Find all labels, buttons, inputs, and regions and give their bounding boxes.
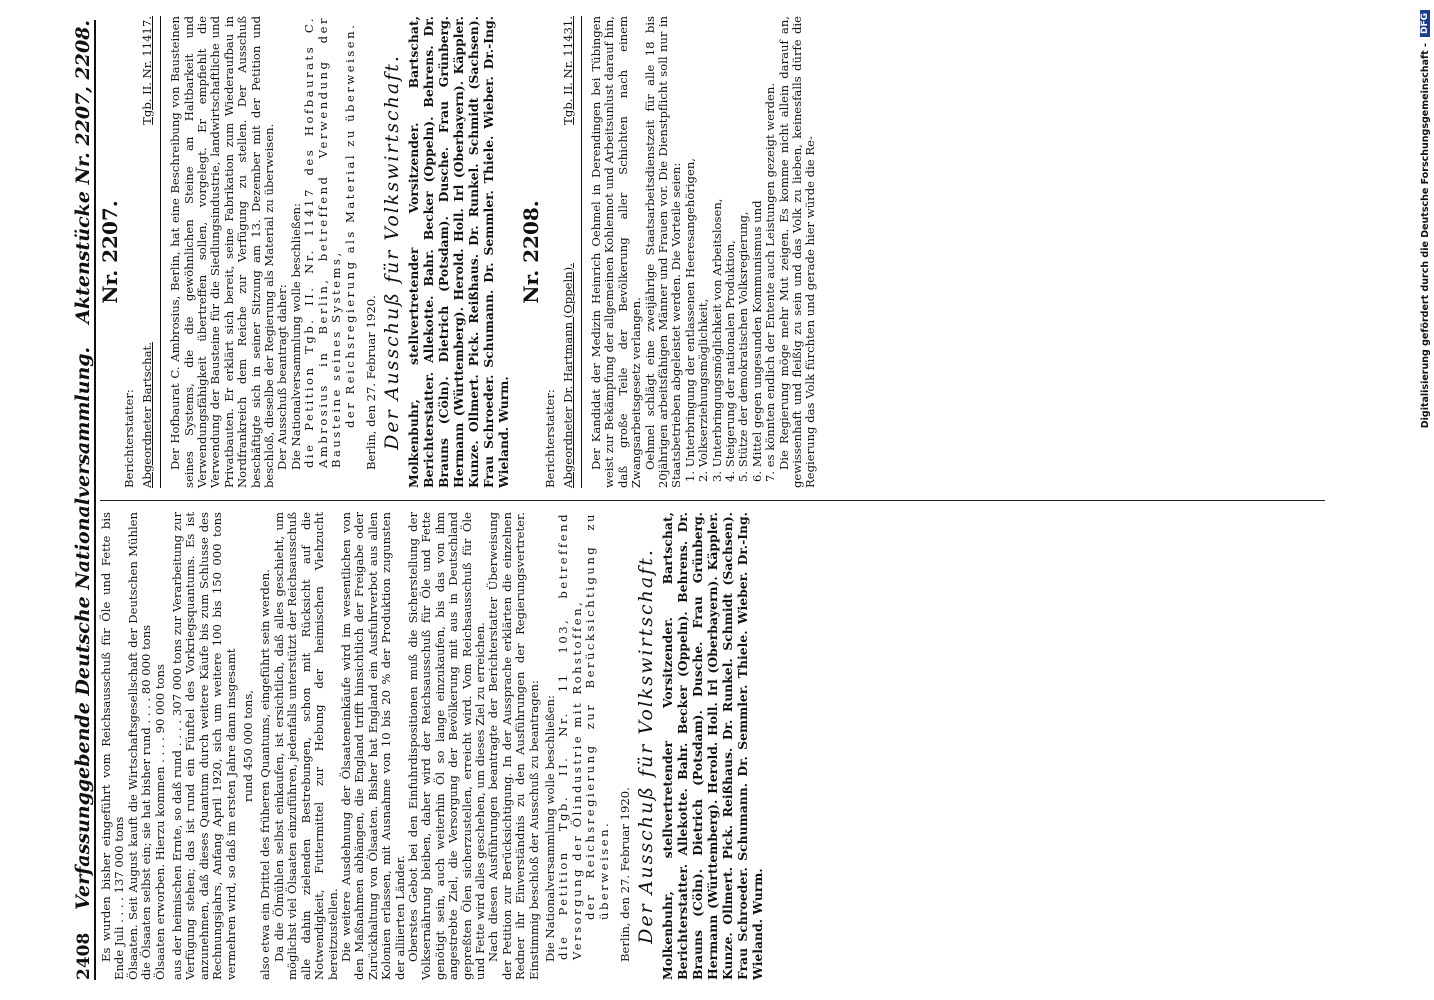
date-line: Berlin, den 27. Februar 1920.	[363, 295, 378, 470]
document-number: Nr. 2208.	[518, 200, 543, 304]
paragraph: Die Regierung möge mehr Mut zeigen. Es komme nicht allein darauf an, gewissenhaft und fleißig zu sein und das Volk zu lieben, keinesfalls dürfe die Regierung das Volk fürchten und gerade hier würde die Re-	[776, 16, 818, 488]
committee-title: Der Ausschuß für Volkswirtschaft.	[381, 54, 404, 450]
committee-members: Molkenbuhr, stellvertretender Vorsitzender. Bartschat, Berichterstatter. Allekotte. Bahr. Becker (Oppeln). Behrens. Dr. Brauns (Cöln). Dietrich (Potsdam). Dusche. Frau Grünberg. Hermann (Württemberg). Herold. Holl. Irl (Oberbayern). Käppler. Kunze. Ollmert. Pick. Reißhaus. Dr. Runkel. Schmidt (Sachsen). Frau Schroeder. Schumann. Dr. Semmler. Thiele. Wieber. Dr.-Ing. Wieland. Wurm.	[405, 16, 511, 488]
paragraph: Ölsaaten erworben. Hierzu kommen . . . . 90 000 tons	[152, 664, 167, 980]
divider	[160, 16, 161, 488]
journal-number: Tgb. II. Nr. 11431.	[560, 16, 575, 125]
motion-intro: Die Nationalversammlung wolle beschließen:	[288, 203, 303, 470]
list-item: 4. Steigerung der nationalen Produktion,	[723, 240, 737, 482]
reporter-name: Abgeordneter Bartschat.	[139, 342, 154, 488]
right-column	[100, 16, 818, 488]
paragraph: Die weitere Ausdehnung der Ölsaateneinkäufe wird im wesentlichen von den Maßnahmen abhängen, die England trifft hinsichtlich der Freigabe oder Zurückhaltung von Ölsaaten. Bisher hat England ein Ausfuhrverbot aus allen Kolonien erlassen, mit Ausnahme von 10 bis 20 % der Produktion zugunsten der alliierten Länder.	[338, 512, 407, 980]
motion-intro: Die Nationalversammlung wolle beschließen:	[543, 695, 557, 962]
journal-number: Tgb. II. Nr. 11417.	[139, 16, 154, 125]
left-column	[100, 512, 765, 980]
paragraph: aus der heimischen Ernte, so daß rund . . . . 307 000 tons zur Verarbeitung zur Verfügung stehen; das ist rund ein Fünftel des Vorkriegsquantums. Es ist anzunehmen, daß dieses Quantum durch weitere Käufe bis zum Schlusse des Rechnungsjahrs, Anfang April 1920, sich um weitere 100 bis 150 000 tons vermehren wird, so daß im ersten Jahre dann insgesamt	[170, 512, 238, 980]
footer-text: Digitalisierung gefördert durch die Deutsche Forschungsgemeinschaft -	[1419, 43, 1431, 429]
petition-text: der Reichsregierung als Material zu überweisen.	[342, 22, 357, 428]
committee-title: Der Ausschuß für Volkswirtschaft.	[635, 548, 658, 944]
list-item: 7. es könnten endlich der Entente auch Leistungen gezeigt werden.	[763, 82, 778, 482]
list-item: 2. Volkserziehungsmöglichkeit,	[696, 298, 711, 482]
paragraph: Der Kandidat der Medizin Heinrich Oehmel in Derendingen bei Tübingen weist zur Bekämpfung der allgemeinen Kohlennot und Arbeitsunlust darauf hin, daß große Teile der Bevölkerung aller Schichten nach einem Zwangsarbeitsgesetz verlangen.	[588, 16, 644, 488]
petition-text: der Reichsregierung zur Berücksichtigung zu überweisen.	[583, 512, 611, 920]
reporter-name: Abgeordneter Dr. Hartmann (Oppeln).	[560, 263, 575, 488]
column-divider	[100, 500, 1325, 501]
paragraph: Nach diesen Ausführungen beantragte der Berichterstatter Überweisung der Petition zur Berücksichtigung. In der Aussprache erklärten die einzelnen Redner ihr Einverständnis zu den Ausführungen der Regierungsvertreter. Einstimmig beschloß der Ausschuß zu beantragen:	[486, 512, 541, 980]
date-line: Berlin, den 27. Februar 1920.	[618, 787, 633, 962]
list-item: 6. Mittel gegen ungesunden Kommunismus und	[749, 200, 764, 482]
reporter-label: Berichterstatter:	[543, 389, 558, 488]
document-number: Nr. 2207.	[98, 200, 122, 304]
advantages-list	[684, 16, 778, 488]
petition-text: die Petition Tgb. II. Nr. 11417 des Hofbaurats C. Ambrosius in Berlin, betreffend Verwendung der Bausteine seines Systems,	[302, 16, 344, 468]
page-title: Verfassunggebende Deutsche Nationalversammlung.	[72, 346, 94, 910]
paragraph: Ölsaaten. Seit August kauft die Wirtschaftsgesellschaft der Deutschen Mühlen die Ölsaaten selbst ein; sie hat bisher rund . . . . 80 000 tons	[125, 512, 154, 980]
paragraph: Oberstes Gebot bei den Einfuhrdispositionen muß die Sicherstellung der Volksernährung bleiben, daher wird der Reichsausschuß für Öle und Fette genötigt sein, auch weiterhin Öl so lange einzukaufen, bis das von ihm angestrebte Ziel, die Versorgung der Bevölkerung mit aus in Deutschland gepreßten Ölen sicherzustellen, erreicht wird. Vom Reichsausschuß für Öle und Fette wird alles geschehen, um dieses Ziel zu erreichen.	[405, 512, 487, 980]
quantity-line: rund 450 000 tons,	[241, 690, 256, 802]
committee-members: Molkenbuhr, stellvertretender Vorsitzender. Bartschat, Berichterstatter. Allekotte. Bahr. Becker (Oppeln). Behrens. Dr. Brauns (Cöln). Dietrich (Potsdam). Dusche. Frau Grünberg. Hermann (Württemberg). Herold. Holl. Irl (Oberbayern). Käppler. Kunze. Ollmert. Pick. Reißhaus. Dr. Runkel. Schmidt (Sachsen). Frau Schroeder. Schumann. Dr. Semmler. Thiele. Wieber. Dr.-Ing. Wieland. Wurm.	[659, 512, 765, 980]
paragraph: Oehmel schlägt eine zweijährige Staatsarbeitsdienstzeit für alle 18 bis 20jährigen arbeitsfähigen Männer und Frauen vor. Die Dienstpflicht soll nur in Staatsbetrieben abgeleistet werden. Die Vorteile seien:	[642, 16, 684, 488]
page-header	[58, 20, 96, 980]
paragraph: also etwa ein Drittel des früheren Quantums, eingeführt sein werden.	[258, 569, 273, 980]
divider	[581, 16, 582, 488]
document-numbers: Aktenstücke Nr. 2207, 2208.	[72, 20, 94, 324]
list-item: 5. Stütze der demokratischen Volksregierung,	[736, 211, 751, 482]
reporter-label: Berichterstatter:	[122, 389, 137, 488]
digitization-footer	[1418, 10, 1432, 990]
paragraph: Da die Ölmühlen selbst einkaufen, ist ersichtlich, daß alles geschieht, um möglichst viel Ölsaaten einzuführen, jedenfalls unterstützt der Reichsausschuß alle dahin zielenden Bestrebungen, schon mit Rücksicht auf die Notwendigkeit, Futtermittel zur Hebung der heimischen Viehzucht bereitzustellen.	[271, 512, 340, 980]
page-number: 2408	[74, 932, 94, 980]
paragraph: Der Hofbaurat C. Ambrosius, Berlin, hat eine Beschreibung von Bausteinen seines Systems, die die gewöhnlichen Steine an Haltbarkeit und Verwendungsfähigkeit übertreffen sollen, vorgelegt. Er empfiehlt die Verwendung der Bausteine für die Siedlungsindustrie, landwirtschaftliche und Privatbauten. Er erklärt sich bereit, seine Fabrikation zum Wiederaufbau in Nordfrankreich dem Reiche zur Verfügung zu stellen. Der Ausschuß beschäftigte sich in seiner Sitzung am 13. Dezember mit der Petition und beschloß, dieselbe der Regierung als Material zu überweisen.	[168, 16, 277, 488]
list-item: 3. Unterbringungsmöglichkeit von Arbeitslosen,	[709, 198, 724, 482]
paragraph: Der Ausschuß beantragt daher:	[275, 284, 290, 470]
dfg-logo: DFG	[1420, 10, 1430, 37]
petition-text: die Petition Tgb. II. Nr. 11 103, betreffend Versorgung der Ölindustrie mit Rohstoffen,	[556, 512, 584, 960]
paragraph: Es wurden bisher eingeführt vom Reichsausschuß für Öle und Fette bis Ende Juli . . . . 137 000 tons	[99, 512, 127, 980]
list-item: 1. Unterbringung der entlassenen Heeresangehörigen,	[682, 158, 697, 482]
